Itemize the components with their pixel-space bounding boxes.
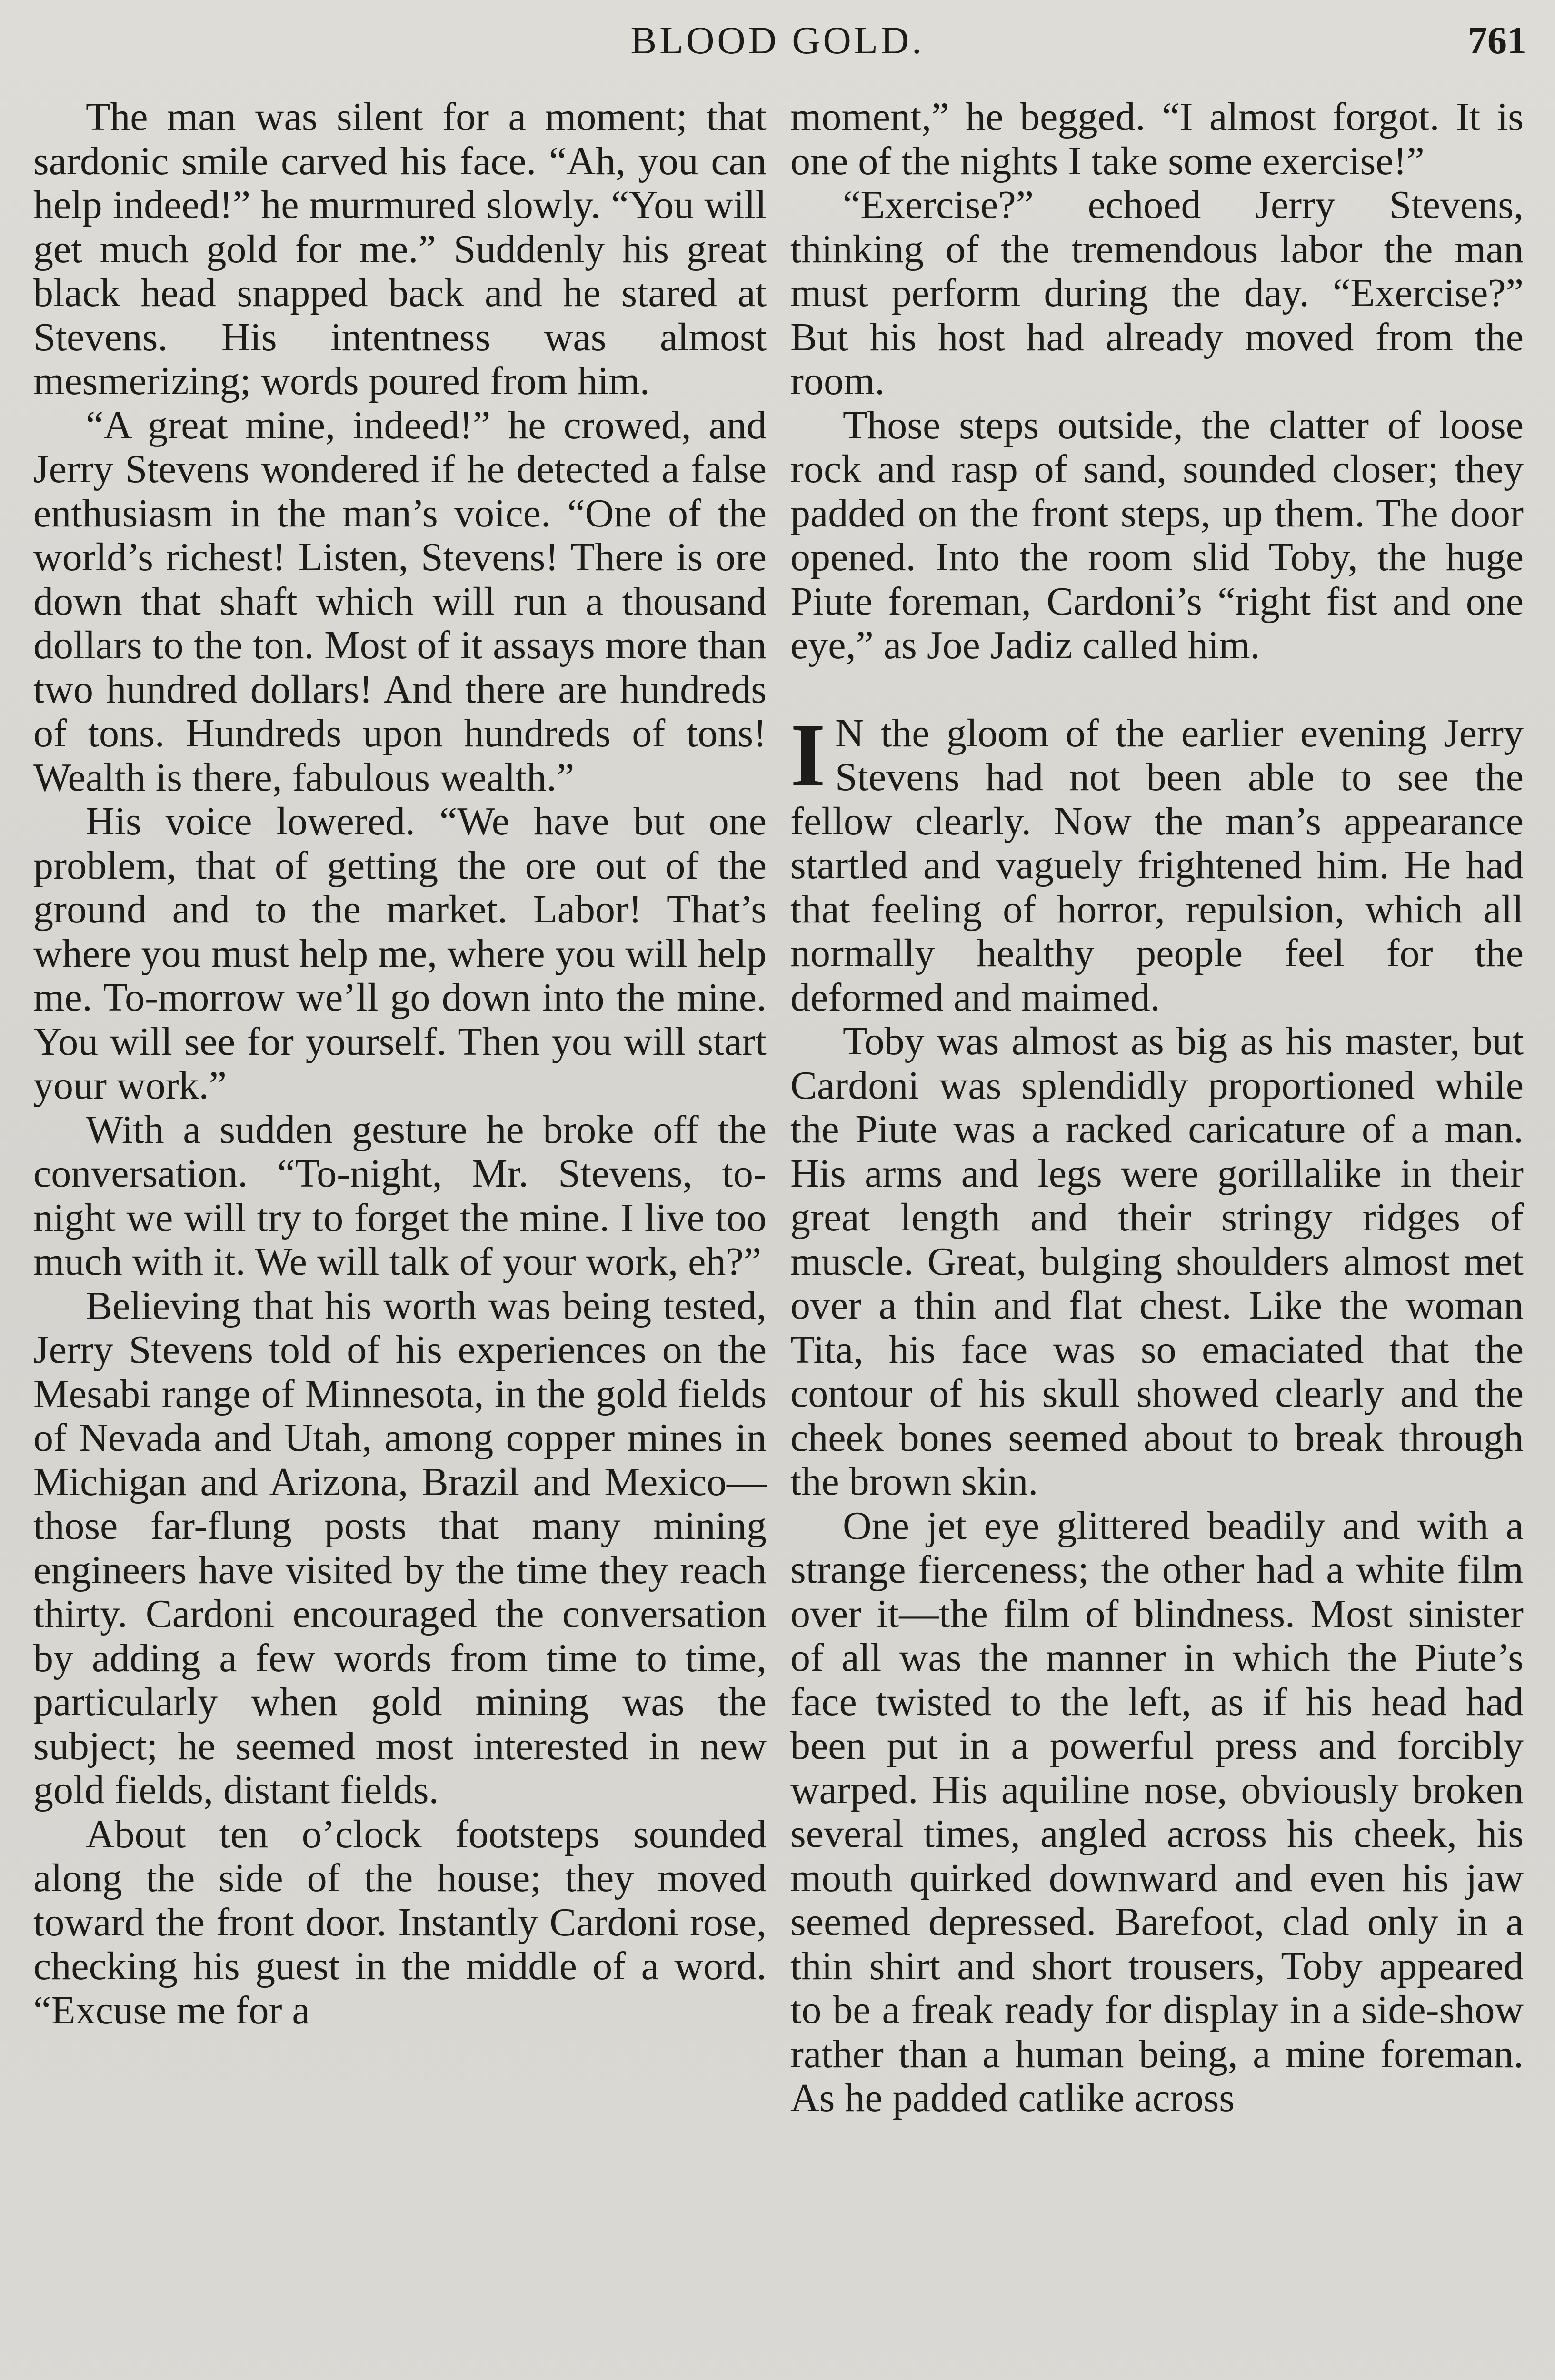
paragraph: His voice lowered. “We have but one problem, that of getting the ore out of the ground and to the market. Labor! That’s where you must help me, where you will help me. To-morrow we’ll go down into the mine. You will see for yourself. Then you will start your work.”	[33, 799, 767, 1108]
running-head	[0, 14, 1555, 67]
dropcap-letter: I	[790, 705, 826, 805]
paragraph: Believing that his worth was being tested, Jerry Stevens told of his experiences on the Mesabi range of Minnesota, in the gold fields of Nevada and Utah, among copper mines in Michigan and Arizona, Brazil and Mexico—those far-flung posts that many mining engineers have visited by the time they reach thirty. Cardoni encouraged the conversation by adding a few words from time to time, particularly when gold mining was the subject; he seemed most interested in new gold fields, distant fields.	[33, 1283, 767, 1812]
page-number: 761	[1468, 19, 1526, 62]
paragraph: Toby was almost as big as his master, but Cardoni was splendidly proportioned while the Piute was a racked caricature of a man. His arms and legs were gorillalike in their great length and their stringy ridges of muscle. Great, bulging shoulders almost met over a thin and flat chest. Like the woman Tita, his face was so emaciated that the contour of his skull showed clearly and the cheek bones seemed about to break through the brown skin.	[790, 1019, 1524, 1504]
paragraph: One jet eye glittered beadily and with a strange fierceness; the other had a white film over it—the film of blindness. Most sinister of all was the manner in which the Piute’s face twisted to the left, as if his head had been put in a powerful press and forcibly warped. His aquiline nose, obviously broken several times, angled across his cheek, his mouth quirked downward and even his jaw seemed depressed. Barefoot, clad only in a thin shirt and short trousers, Toby appeared to be a freak ready for display in a side-show rather than a human being, a mine foreman. As he padded catlike across	[790, 1503, 1524, 2120]
paragraph: Those steps outside, the clatter of loose rock and rasp of sand, sounded closer; they padded on the front steps, up them. The door opened. Into the room slid Toby, the huge Piute foreman, Cardoni’s “right fist and one eye,” as Joe Jadiz called him.	[790, 403, 1524, 667]
paragraph: The man was silent for a moment; that sardonic smile carved his face. “Ah, you can help indeed!” he murmured slowly. “You will get much gold for me.” Suddenly his great black head snapped back and he stared at Stevens. His intentness was almost mesmerizing; words poured from him.	[33, 95, 767, 403]
paragraph: “Exercise?” echoed Jerry Stevens, thinking of the tremendous labor the man must perform during the day. “Exercise?” But his host had already moved from the room.	[790, 183, 1524, 403]
running-title: BLOOD GOLD.	[630, 19, 925, 62]
paragraph: With a sudden gesture he broke off the conversation. “To-night, Mr. Stevens, to-night we will try to forget the mine. I live too much with it. We will talk of your work, eh?”	[33, 1107, 767, 1284]
continued-paragraph: moment,” he begged. “I almost forgot. It is one of the nights I take some exercise!”	[790, 95, 1524, 183]
section-break	[790, 668, 1524, 712]
right-column	[790, 95, 1524, 2121]
dropcap-paragraph-text: N the gloom of the earlier evening Jerry Stevens had not been able to see the fellow clearly. Now the man’s appearance startled and vaguely frightened him. He had that feeling of horror, repulsion, which all normally healthy people feel for the deformed and maimed.	[790, 711, 1524, 1020]
paragraph: “A great mine, indeed!” he crowed, and Jerry Stevens wondered if he detected a false enthusiasm in the man’s voice. “One of the world’s richest! Listen, Stevens! There is ore down that shaft which will run a thousand dollars to the ton. Most of it assays more than two hundred dollars! And there are hundreds of tons. Hundreds upon hundreds of tons! Wealth is there, fabulous wealth.”	[33, 403, 767, 800]
dropcap-paragraph	[790, 705, 1524, 1020]
paragraph: About ten o’clock footsteps sounded along the side of the house; they moved toward the front door. Instantly Cardoni rose, checking his guest in the middle of a word. “Excuse me for a	[33, 1812, 767, 2033]
left-column	[33, 95, 767, 2033]
